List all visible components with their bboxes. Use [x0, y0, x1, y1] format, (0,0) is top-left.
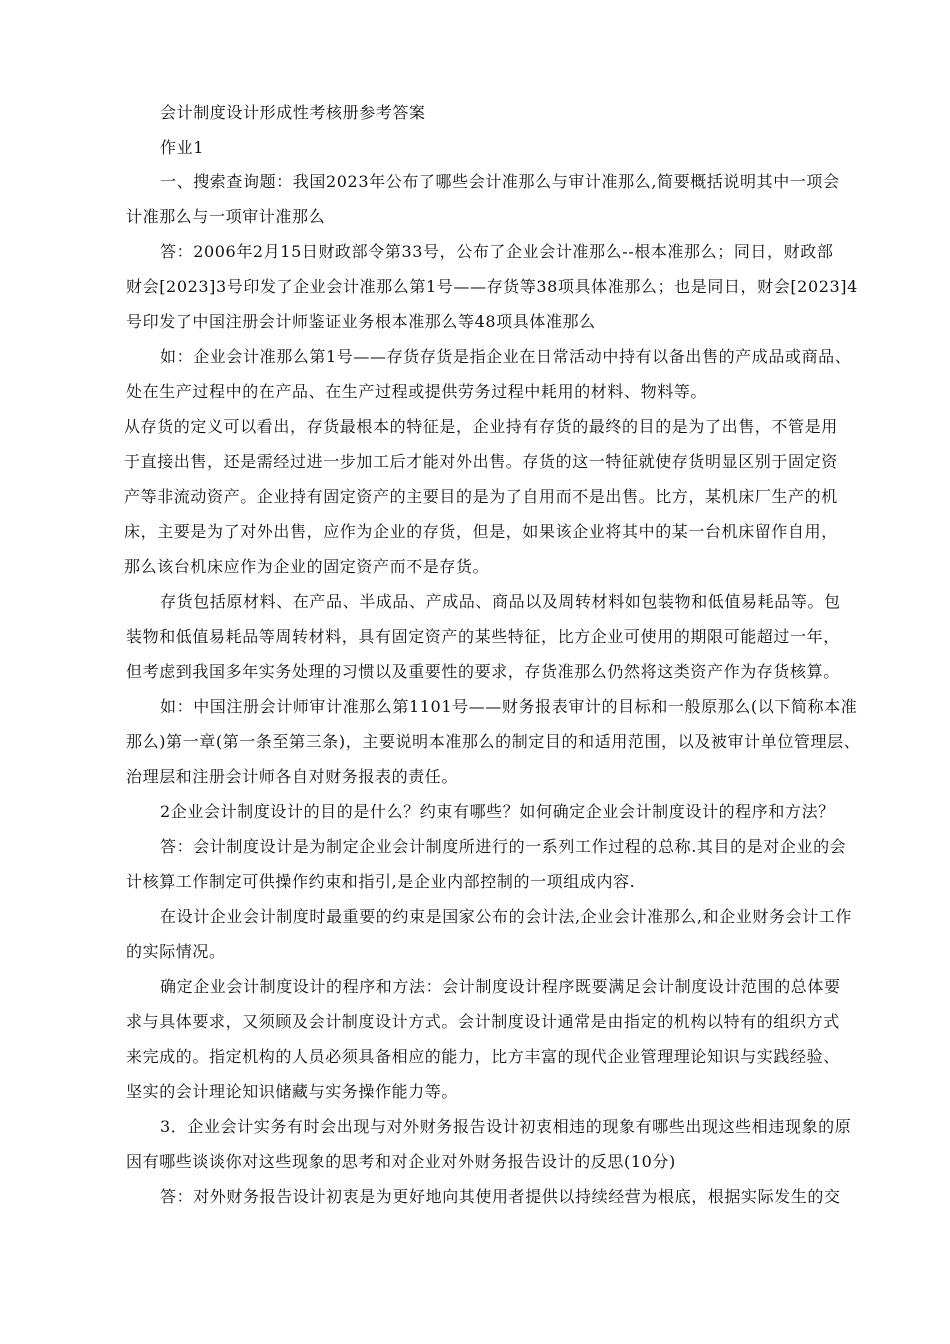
example-2-line: 那么)第一章(第一条至第三条)，主要说明本准那么的制定目的和适用范围，以及被审计单位管理层、 [126, 732, 861, 751]
question-3-line: 3．企业会计实务有时会出现与对外财务报告设计初衷相违的现象有哪些出现这些相违现象的原 [160, 1117, 852, 1136]
answer-2-line: 计核算工作制定可供操作约束和指引,是企业内部控制的一项组成内容. [126, 872, 636, 891]
answer-1-line: 号印发了中国注册会计师鉴证业务根本准那么等48项具体准那么 [126, 312, 596, 331]
inventory-scope-line: 装物和低值易耗品等周转材料，具有固定资产的某些特征，比方企业可使用的期限可能超过一年， [126, 627, 840, 646]
example-2-line: 如：中国注册会计师审计准那么第1101号——财务报表审计的目标和一般原那么(以下简称本准 [160, 697, 858, 716]
procedure-line: 求与具体要求，又须顾及会计制度设计方式。会计制度设计通常是由指定的机构以特有的组织方式 [126, 1012, 840, 1031]
procedure-line: 坚实的会计理论知识储藏与实务操作能力等。 [126, 1082, 459, 1101]
inventory-definition-line: 那么该台机床应作为企业的固定资产而不是存货。 [124, 557, 490, 576]
inventory-definition-line: 产等非流动资产。企业持有固定资产的主要目的是为了自用而不是出售。比方，某机床厂生产的机 [124, 487, 838, 506]
assignment-heading: 作业1 [160, 138, 204, 157]
example-2-line: 治理层和注册会计师各自对财务报表的责任。 [126, 767, 459, 786]
example-1-line: 如：企业会计准那么第1号——存货存货是指企业在日常活动中持有以备出售的产成品或商品、 [160, 347, 852, 366]
procedure-line: 来完成的。指定机构的人员必须具备相应的能力，比方丰富的现代企业管理理论知识与实践经验、 [126, 1047, 840, 1066]
constraints-line: 的实际情况。 [126, 942, 226, 961]
inventory-definition-line: 床，主要是为了对外出售，应作为企业的存货，但是，如果该企业将其中的某一台机床留作自用， [124, 522, 838, 541]
question-2-line: 2企业会计制度设计的目的是什么？约束有哪些？如何确定企业会计制度设计的程序和方法？ [160, 802, 835, 821]
answer-2-line: 答：会计制度设计是为制定企业会计制度所进行的一系列工作过程的总称.其目的是对企业的会 [160, 837, 847, 856]
question-1-line: 计准那么与一项审计准那么 [126, 207, 326, 226]
inventory-definition-line: 于直接出售，还是需经过进一步加工后才能对外出售。存货的这一特征就使存货明显区别于固定资 [124, 452, 838, 471]
question-1-line: 一、搜索查询题：我国2023年公布了哪些会计准那么与审计准那么,简要概括说明其中一项会 [160, 172, 840, 191]
inventory-scope-line: 但考虑到我国多年实务处理的习惯以及重要性的要求，存货准那么仍然将这类资产作为存货核算。 [126, 662, 840, 681]
answer-1-line: 答：2006年2月15日财政部令第33号，公布了企业会计准那么--根本准那么；同日，财政部 [160, 242, 834, 261]
inventory-scope-line: 存货包括原材料、在产品、半成品、产成品、商品以及周转材料如包装物和低值易耗品等。包 [160, 592, 841, 611]
example-1-line: 处在生产过程中的在产品、在生产过程或提供劳务过程中耗用的材料、物料等。 [126, 382, 708, 401]
procedure-line: 确定企业会计制度设计的程序和方法：会计制度设计程序既要满足会计制度设计范围的总体要 [160, 977, 841, 996]
answer-3-line: 答：对外财务报告设计初衷是为更好地向其使用者提供以持续经营为根底，根据实际发生的交 [160, 1187, 841, 1206]
answer-1-line: 财会[2023]3号印发了企业会计准那么第1号——存货等38项具体准那么；也是同日，财会[2023]4 [126, 277, 858, 296]
document-title: 会计制度设计形成性考核册参考答案 [160, 103, 426, 122]
question-3-line: 因有哪些谈谈你对这些现象的思考和对企业对外财务报告设计的反思(10分) [126, 1152, 676, 1171]
inventory-definition-line: 从存货的定义可以看出，存货最根本的特征是，企业持有存货的最终的目的是为了出售，不管是用 [124, 417, 838, 436]
constraints-line: 在设计企业会计制度时最重要的约束是国家公布的会计法,企业会计准那么,和企业财务会计工作 [160, 907, 852, 926]
